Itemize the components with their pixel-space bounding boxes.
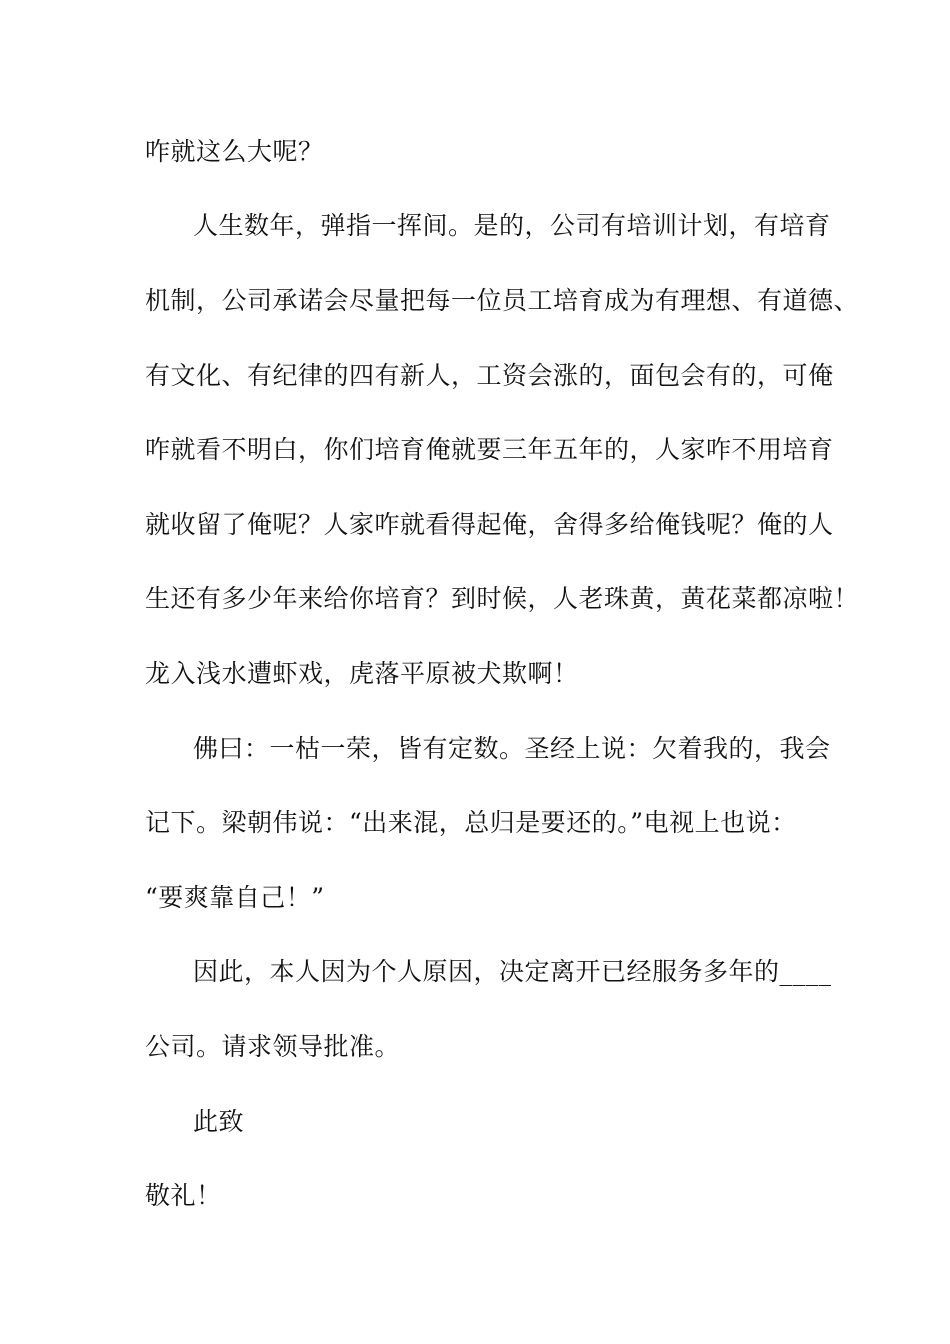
closing-salutation: 此致 xyxy=(193,1107,245,1136)
text-line: 咋就这么大呢？ xyxy=(145,137,324,166)
text-line: 龙入浅水遭虾戏，虎落平原被犬欺啊！ xyxy=(145,659,579,688)
closing-regards: 敬礼！ xyxy=(145,1181,222,1210)
text-line: 记下。梁朝伟说：“出来混，总归是要还的。”电视上也说： xyxy=(145,808,797,837)
text-line: 生还有多少年来给你培育？到时候，人老珠黄，黄花菜都凉啦！ xyxy=(145,584,860,613)
paragraph-start-line: 人生数年，弹指一挥间。是的，公司有培训计划，有培育 xyxy=(193,211,831,240)
text-line: 公司。请求领导批准。 xyxy=(145,1032,401,1061)
text-line: “要爽靠自己！” xyxy=(145,883,325,912)
text-line: 机制，公司承诺会尽量把每一位员工培育成为有理想、有道德、 xyxy=(145,286,860,315)
text-line: 有文化、有纪律的四有新人，工资会涨的，面包会有的，可俺 xyxy=(145,361,834,390)
paragraph-start-line: 佛曰：一枯一荣，皆有定数。圣经上说：欠着我的，我会 xyxy=(193,734,831,763)
text-line: 咋就看不明白，你们培育俺就要三年五年的，人家咋不用培育 xyxy=(145,435,834,464)
text-line: 就收留了俺呢？人家咋就看得起俺，舍得多给俺钱呢？俺的人 xyxy=(145,510,834,539)
paragraph-start-line: 因此，本人因为个人原因，决定离开已经服务多年的____ xyxy=(193,957,832,986)
